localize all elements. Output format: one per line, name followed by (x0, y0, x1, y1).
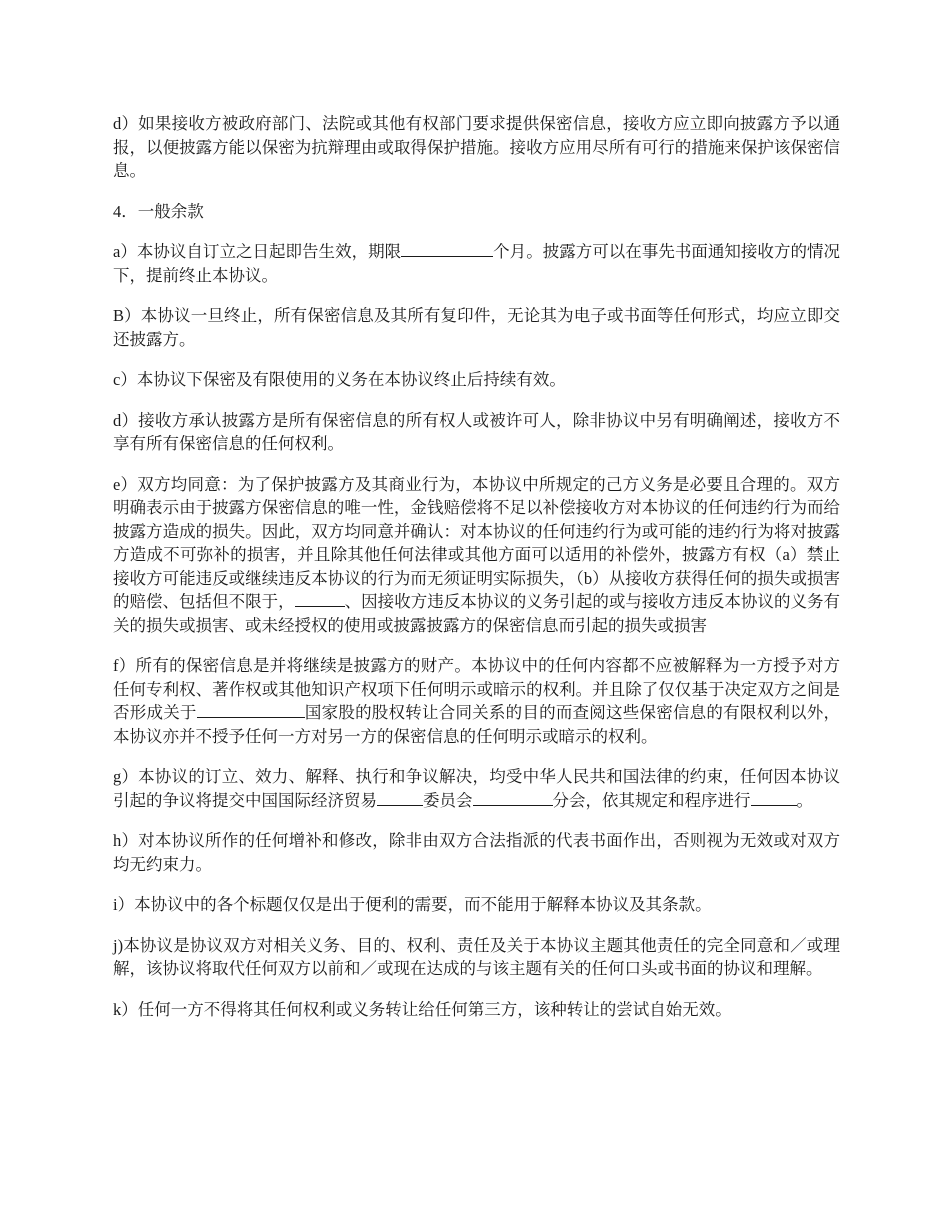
clause-d-disclosure-request (113, 112, 840, 183)
clause-text: 国家股的股权转让合同关系的目的而查阅这些保密信息的有限权利以外，本协议亦并不授予任何一方对另一方的保密信息的任何明示或暗示的权利。 (113, 703, 841, 746)
clause-text: e）双方均同意：为了保护披露方及其商业行为，本协议中所规定的己方义务是必要且合理的。双方明确表示由于披露方保密信息的唯一性，金钱赔偿将不足以补偿接收方对本协议的任何违约行为而给披露方造成的损失。因此，双方均同意并确认：对本协议的任何违约行为或可能的违约行为将对披露方造成不可弥补的损害，并且除其他任何法律或其他方面可以适用的补偿外，披露方有权（a）禁止接收方可能违反或继续违反本协议的行为而无须证明实际损失，（b）从接收方获得任何的损失或损害的赔偿、包括但不限于， (113, 474, 840, 611)
damages-blank[interactable] (295, 591, 345, 607)
clause-text: g）本协议的订立、效力、解释、执行和争议解决，均受中华人民共和国法律的约束，任何因本协议引起的争议将提交中国国际经济贸易 (113, 767, 840, 810)
clause-text: a）本协议自订立之日起即告生效，期限 (113, 242, 402, 261)
clause-b-return (113, 304, 840, 351)
clause-text: 、因接收方违反本协议的义务引起的或与接收方违反本协议的义务有关的损失或损害、或未经授权的使用或披露披露方的保密信息而引起的损失或损害 (113, 592, 841, 635)
clause-text: 个月。披露方可以在事先书面通知接收方的情况下，提前终止本协议。 (113, 242, 841, 285)
clause-g-governing-law (113, 765, 840, 812)
section-title: 4．一般余款 (113, 201, 204, 221)
term-months-blank[interactable] (401, 241, 493, 257)
clause-e-remedies (113, 473, 840, 638)
clause-text: 。 (796, 790, 813, 810)
clause-text: i）本协议中的各个标题仅仅是出于便利的需要，而不能用于解释本协议及其条款。 (113, 895, 712, 914)
clause-text: d）如果接收方被政府部门、法院或其他有权部门要求提供保密信息，接收方应立即向披露方予以通报，以便披露方能以保密为抗辩理由或取得保护措施。接收方应用尽所有可行的措施来保护该保密信息。 (113, 114, 840, 180)
clause-text: B）本协议一旦终止，所有保密信息及其所有复印件，无论其为电子或书面等任何形式，均应立即交还披露方。 (113, 306, 840, 349)
commission-blank[interactable] (377, 790, 423, 806)
clause-text: d）接收方承认披露方是所有保密信息的所有权人或被许可人，除非协议中另有明确阐述，接收方不享有所有保密信息的任何权利。 (113, 410, 840, 453)
document-page (113, 112, 840, 1038)
sub-commission-blank[interactable] (473, 790, 553, 806)
clause-text: 委员会 (423, 790, 473, 810)
clause-text: f）所有的保密信息是并将继续是披露方的财产。本协议中的任何内容都不应被解释为一方授予对方任何专利权、著作权或其他知识产权项下任何明示或暗示的权利。并且除了仅仅基于决定双方之间是否形成关于 (113, 656, 840, 722)
clause-f-property (113, 654, 840, 748)
clause-text: j)本协议是协议双方对相关义务、目的、权利、责任及关于本协议主题其他责任的完全同意和／或理解，该协议将取代任何双方以前和／或现在达成的与该主题有关的任何口头或书面的协议和理解。 (113, 935, 840, 978)
clause-text: c）本协议下保密及有限使用的义务在本协议终止后持续有效。 (113, 370, 566, 389)
clause-j-entire-agreement (113, 934, 840, 981)
company-name-blank[interactable] (197, 702, 305, 718)
clause-text: 分会，依其规定和程序进行 (552, 790, 751, 810)
clause-text: h）对本协议所作的任何增补和修改，除非由双方合法指派的代表书面作出，否则视为无效或对双方均无约束力。 (113, 831, 840, 874)
clause-h-amendments (113, 829, 840, 876)
clause-c-survival (113, 368, 840, 392)
clause-d-ownership (113, 409, 840, 456)
procedure-blank[interactable] (751, 790, 797, 806)
clause-i-headings (113, 893, 840, 917)
clause-a-term (113, 240, 840, 287)
clause-text: k）任何一方不得将其任何权利或义务转让给任何第三方，该种转让的尝试自始无效。 (113, 999, 732, 1019)
clause-k-assignment (113, 998, 840, 1022)
section-4-heading (113, 200, 840, 224)
